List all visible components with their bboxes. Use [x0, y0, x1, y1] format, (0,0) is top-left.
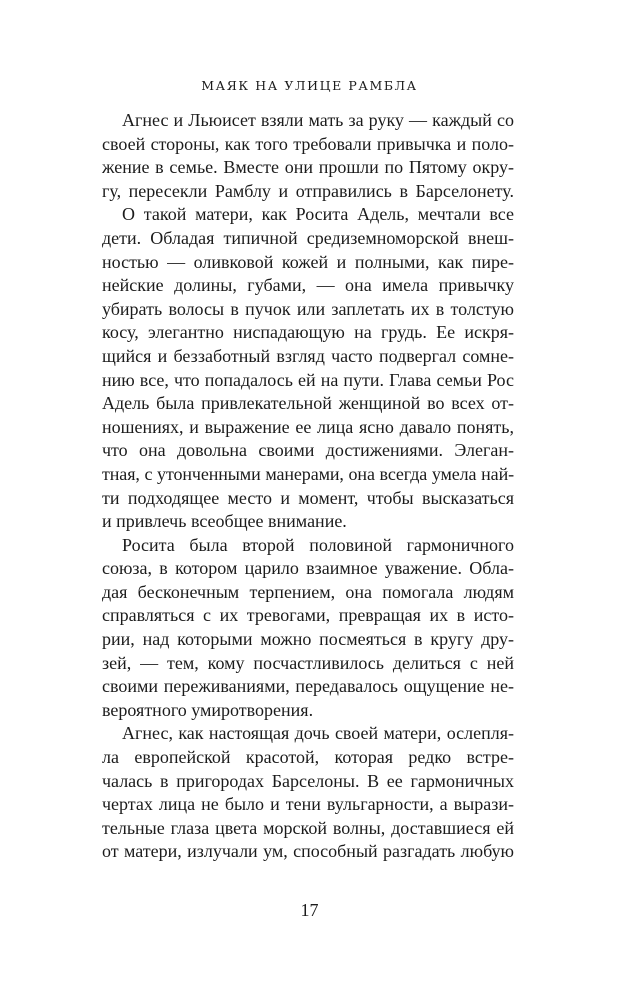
- text-line: тная, с утонченными манерами, она всегда умела най-: [102, 463, 514, 484]
- text-line: щийся и беззаботный взгляд часто подвергал сомне-: [102, 345, 514, 366]
- text-line: что она довольна своими достижениями. Элеган-: [102, 440, 514, 461]
- text-line: убирать волосы в пучок или заплетать их в толстую: [102, 298, 514, 319]
- running-head: МАЯК НА УЛИЦЕ РАМБЛА: [201, 78, 418, 93]
- paragraph: [102, 109, 514, 203]
- text-line: и привлечь всеобщее внимание.: [102, 511, 347, 532]
- paragraph: [102, 203, 514, 533]
- text-line: тельные глаза цвета морской волны, доставшиеся ей: [102, 817, 514, 838]
- text-line: зей, — тем, кому посчастливилось делиться с ней: [102, 652, 514, 673]
- text-line: дая бесконечным терпением, она помогала людям: [102, 581, 514, 602]
- text-line: вероятного умиротворения.: [102, 699, 314, 720]
- text-line: Агнес и Льюисет взяли мать за руку — каждый со: [122, 110, 514, 130]
- text-line: союза, в котором царило взаимное уважение. Обла-: [102, 558, 514, 579]
- body-text: [102, 109, 514, 864]
- text-line: жение в семье. Вместе они прошли по Пятому окру-: [102, 157, 514, 178]
- text-line: нейские долины, губами, — она имела привычку: [102, 275, 514, 296]
- text-line: справляться с их тревогами, превращая их в исто-: [102, 605, 514, 626]
- text-line: от матери, излучали ум, способный разгадать любую: [102, 841, 514, 862]
- text-line: нию все, что попадалось ей на пути. Глава семьи Рос: [102, 369, 514, 390]
- text-line: Адель была привлекательной женщиной во всех от-: [102, 393, 514, 414]
- text-line: ностью — оливковой кожей и полными, как пире-: [102, 251, 514, 272]
- text-line: Росита была второй половиной гармоничного: [122, 534, 514, 555]
- paragraph: [102, 722, 514, 864]
- text-line: ношениях, и выражение ее лица ясно давало понять,: [102, 416, 514, 437]
- page-number: 17: [300, 900, 319, 920]
- text-line: косу, элегантно ниспадающую на грудь. Ее искря-: [102, 322, 514, 343]
- text-line: чалась в пригородах Барселоны. В ее гармоничных: [102, 770, 514, 791]
- text-line: О такой матери, как Росита Адель, мечтали все: [122, 204, 514, 225]
- text-line: чертах лица не было и тени вульгарности, а вырази-: [102, 794, 514, 815]
- text-line: своей стороны, как того требовали привычка и поло-: [102, 133, 514, 154]
- paragraph: [102, 534, 514, 723]
- text-line: Агнес, как настоящая дочь своей матери, ослепля-: [122, 723, 514, 744]
- text-line: гу, пересекли Рамблу и отправились в Барселонету.: [102, 180, 514, 201]
- text-line: ла европейской красотой, которая редко встре-: [102, 747, 514, 768]
- text-line: своими переживаниями, передавалось ощущение не-: [102, 676, 514, 697]
- text-line: дети. Обладая типичной средиземноморской внеш-: [102, 227, 514, 248]
- text-line: рии, над которыми можно посмеяться в кругу дру-: [102, 629, 514, 650]
- text-line: ти подходящее место и момент, чтобы высказаться: [102, 487, 514, 508]
